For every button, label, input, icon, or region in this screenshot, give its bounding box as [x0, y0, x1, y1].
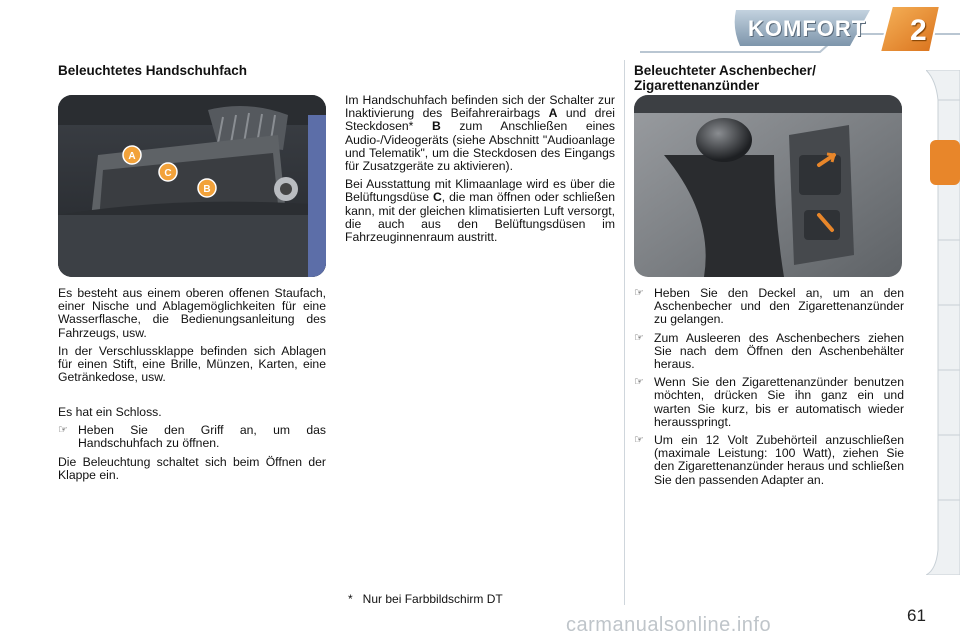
chapter-tab-strip: [926, 70, 960, 575]
lock-note: Es hat ein Schloss.: [58, 405, 162, 419]
section-heading-glovebox: Beleuchtetes Handschuhfach: [58, 63, 248, 78]
glovebox-photo: [58, 95, 326, 277]
pointing-hand-icon: ☞: [58, 424, 68, 437]
photo-label-a: A: [128, 151, 136, 162]
watermark: carmanualsonline.info: [566, 614, 772, 636]
pointing-hand-icon: ☞: [634, 376, 644, 389]
section-heading-ashtray: Beleuchteter Aschenbecher/ Zigarettenanzünder: [634, 63, 816, 93]
paragraph: Es besteht aus einem oberen offenen Staufach, einer Nische und Ablagemöglichkeiten für eine Wasserflasche, die Bedienungsanleitung des Fahrzeugs, usw.: [58, 286, 326, 340]
list-item: ☞ Wenn Sie den Zigarettenanzünder benutzen möchten, drücken Sie ihn ganz ein und warten Sie kurz, bis er automatisch wieder herausspringt.: [634, 375, 904, 429]
column-divider: [624, 60, 625, 605]
list-item: ☞ Um ein 12 Volt Zubehörteil anzuschließen (maximale Leistung: 100 Watt), ziehen Sie den Zigarettenanzünder heraus und schließen Sie den passenden Adapter an.: [634, 433, 904, 487]
paragraph: Im Handschuhfach befinden sich der Schalter zur Inaktivierung des Beifahrerairbags A und drei Steckdosen* B zum Anschließen eines Audio-/Videogeräts (siehe Abschnitt "Audioanlage und Telematik", um die Steckdosen des Eingangs für Zusatzgeräte zu aktivieren).: [345, 93, 615, 174]
ashtray-photo: [634, 95, 902, 277]
photo-label-c: C: [164, 168, 172, 179]
chapter-number: 2: [910, 14, 927, 47]
list-item: ☞ Heben Sie den Griff an, um das Handschuhfach zu öffnen.: [58, 423, 326, 451]
chapter-title: KOMFORT: [748, 16, 867, 41]
paragraph: Bei Ausstattung mit Klimaanlage wird es über die Belüftungsdüse C, die man öffnen oder schließen kann, mit der gleichen klimatisierten Luft versorgt, die auch aus den Belüftungsdüsen im Fahrzeuginnenraum austritt.: [345, 177, 615, 245]
list-item: ☞ Zum Ausleeren des Aschenbechers ziehen Sie nach dem Öffnen den Aschenbehälter heraus.: [634, 330, 904, 372]
paragraph: Die Beleuchtung schaltet sich beim Öffnen der Klappe ein.: [58, 454, 326, 482]
pointing-hand-icon: ☞: [634, 434, 644, 447]
glovebox-instructions: [58, 406, 326, 487]
footnote: * Nur bei Farbbildschirm DT: [348, 592, 503, 606]
glovebox-description: [58, 287, 326, 389]
list-item: ☞ Heben Sie den Deckel an, um an den Aschenbecher und den Zigarettenanzünder zu gelangen.: [634, 286, 904, 327]
ashtray-instructions: [634, 287, 904, 492]
middle-column-text: [345, 94, 615, 249]
pointing-hand-icon: ☞: [634, 287, 644, 299]
pointing-hand-icon: ☞: [634, 331, 644, 344]
page-number: 61: [907, 606, 926, 625]
paragraph: In der Verschlussklappe befinden sich Ablagen für einen Stift, eine Brille, Münzen, Karten, eine Getränkedose, usw.: [58, 343, 326, 385]
photo-label-b: B: [203, 184, 211, 195]
